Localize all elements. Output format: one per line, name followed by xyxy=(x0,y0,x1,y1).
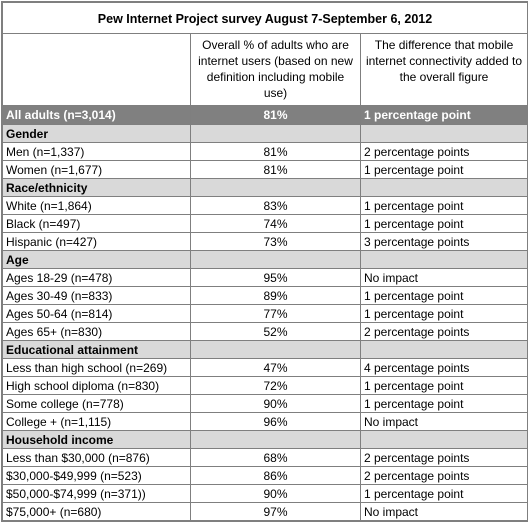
table-row xyxy=(3,143,528,161)
table-row xyxy=(3,485,528,503)
all-adults-pct: 81% xyxy=(191,106,361,125)
section-heading: Age xyxy=(3,251,191,269)
survey-table xyxy=(2,2,528,521)
table-row xyxy=(3,359,528,377)
table-row xyxy=(3,449,528,467)
row-label: Hispanic (n=427) xyxy=(3,233,191,251)
row-pct: 89% xyxy=(191,287,361,305)
row-pct: 77% xyxy=(191,305,361,323)
row-label: Ages 65+ (n=830) xyxy=(3,323,191,341)
row-diff: 1 percentage point xyxy=(361,287,528,305)
row-label: $50,000-$74,999 (n=371)) xyxy=(3,485,191,503)
title-row xyxy=(3,3,528,34)
section-heading: Educational attainment xyxy=(3,341,191,359)
row-label: White (n=1,864) xyxy=(3,197,191,215)
section-row xyxy=(3,251,528,269)
table-row xyxy=(3,269,528,287)
row-pct: 96% xyxy=(191,413,361,431)
row-label: Less than high school (n=269) xyxy=(3,359,191,377)
row-label: Men (n=1,337) xyxy=(3,143,191,161)
row-pct: 73% xyxy=(191,233,361,251)
survey-table-body xyxy=(3,3,528,521)
row-pct: 47% xyxy=(191,359,361,377)
all-adults-label: All adults (n=3,014) xyxy=(3,106,191,125)
section-heading: Gender xyxy=(3,125,191,143)
row-pct: 68% xyxy=(191,449,361,467)
section-row xyxy=(3,431,528,449)
row-diff: 2 percentage points xyxy=(361,323,528,341)
row-label: $30,000-$49,999 (n=523) xyxy=(3,467,191,485)
row-pct: 86% xyxy=(191,467,361,485)
row-diff: 1 percentage point xyxy=(361,215,528,233)
section-row xyxy=(3,125,528,143)
row-diff: 3 percentage points xyxy=(361,233,528,251)
row-pct: 83% xyxy=(191,197,361,215)
header-col3: The difference that mobile internet connectivity added to the overall figure xyxy=(361,34,528,106)
section-blank-cell xyxy=(191,125,361,143)
section-blank-cell xyxy=(361,341,528,359)
table-row xyxy=(3,287,528,305)
row-diff: No impact xyxy=(361,503,528,521)
all-adults-diff: 1 percentage point xyxy=(361,106,528,125)
section-blank-cell xyxy=(191,431,361,449)
row-label: Women (n=1,677) xyxy=(3,161,191,179)
row-diff: 4 percentage points xyxy=(361,359,528,377)
row-diff: No impact xyxy=(361,269,528,287)
table-row xyxy=(3,395,528,413)
row-diff: No impact xyxy=(361,413,528,431)
row-pct: 95% xyxy=(191,269,361,287)
row-pct: 52% xyxy=(191,323,361,341)
row-pct: 74% xyxy=(191,215,361,233)
row-diff: 2 percentage points xyxy=(361,449,528,467)
row-diff: 1 percentage point xyxy=(361,161,528,179)
section-blank-cell xyxy=(361,431,528,449)
row-pct: 81% xyxy=(191,161,361,179)
section-heading: Race/ethnicity xyxy=(3,179,191,197)
all-adults-row xyxy=(3,106,528,125)
row-diff: 1 percentage point xyxy=(361,395,528,413)
table-title: Pew Internet Project survey August 7-September 6, 2012 xyxy=(3,3,528,34)
row-pct: 72% xyxy=(191,377,361,395)
row-label: Ages 30-49 (n=833) xyxy=(3,287,191,305)
section-blank-cell xyxy=(191,251,361,269)
section-row xyxy=(3,179,528,197)
table-row xyxy=(3,377,528,395)
table-row xyxy=(3,503,528,521)
table-row xyxy=(3,467,528,485)
section-blank-cell xyxy=(361,251,528,269)
row-diff: 2 percentage points xyxy=(361,467,528,485)
section-blank-cell xyxy=(361,125,528,143)
row-label: $75,000+ (n=680) xyxy=(3,503,191,521)
header-col1 xyxy=(3,34,191,106)
table-row xyxy=(3,323,528,341)
row-diff: 2 percentage points xyxy=(361,143,528,161)
row-diff: 1 percentage point xyxy=(361,377,528,395)
survey-table-frame xyxy=(1,1,528,522)
row-pct: 81% xyxy=(191,143,361,161)
section-heading: Household income xyxy=(3,431,191,449)
row-label: High school diploma (n=830) xyxy=(3,377,191,395)
table-row xyxy=(3,305,528,323)
section-blank-cell xyxy=(191,179,361,197)
section-blank-cell xyxy=(191,341,361,359)
row-diff: 1 percentage point xyxy=(361,485,528,503)
header-row xyxy=(3,34,528,106)
row-label: Ages 50-64 (n=814) xyxy=(3,305,191,323)
row-diff: 1 percentage point xyxy=(361,305,528,323)
row-pct: 90% xyxy=(191,485,361,503)
row-label: Ages 18-29 (n=478) xyxy=(3,269,191,287)
section-row xyxy=(3,341,528,359)
row-label: College + (n=1,115) xyxy=(3,413,191,431)
row-pct: 97% xyxy=(191,503,361,521)
row-pct: 90% xyxy=(191,395,361,413)
row-label: Some college (n=778) xyxy=(3,395,191,413)
table-row xyxy=(3,233,528,251)
header-col2: Overall % of adults who are internet users (based on new definition including mobile use) xyxy=(191,34,361,106)
row-label: Black (n=497) xyxy=(3,215,191,233)
row-label: Less than $30,000 (n=876) xyxy=(3,449,191,467)
row-diff: 1 percentage point xyxy=(361,197,528,215)
table-row xyxy=(3,413,528,431)
section-blank-cell xyxy=(361,179,528,197)
table-row xyxy=(3,197,528,215)
table-row xyxy=(3,161,528,179)
table-row xyxy=(3,215,528,233)
